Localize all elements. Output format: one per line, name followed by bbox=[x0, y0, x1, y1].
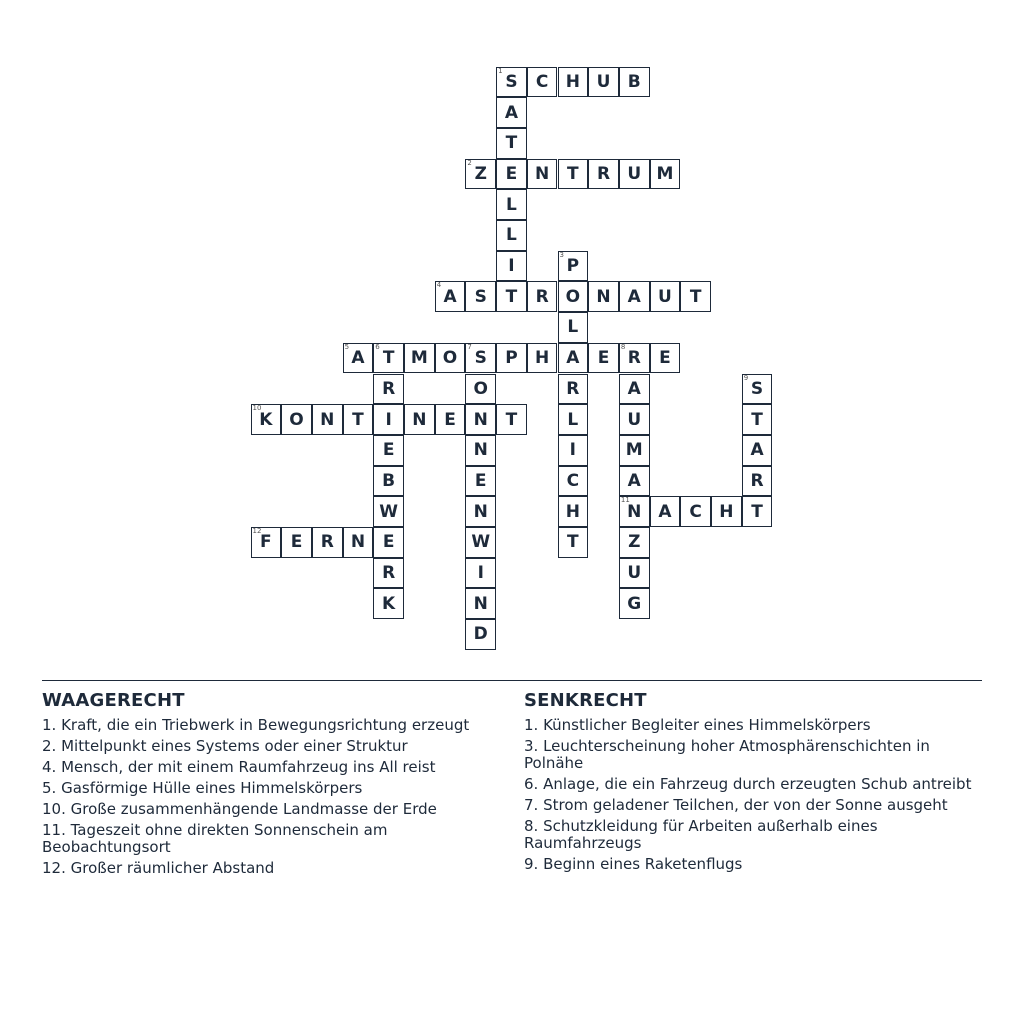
grid-cell[interactable] bbox=[588, 67, 619, 98]
cell-letter: T bbox=[751, 501, 763, 522]
cell-letter: B bbox=[627, 71, 641, 92]
grid-cell[interactable] bbox=[650, 159, 681, 190]
grid-cell[interactable] bbox=[742, 435, 773, 466]
cell-letter: K bbox=[382, 593, 396, 614]
cell-letter: H bbox=[565, 71, 580, 92]
grid-cell[interactable] bbox=[527, 159, 558, 190]
cell-letter: T bbox=[505, 286, 518, 307]
grid-cell[interactable] bbox=[588, 159, 619, 190]
grid-cell[interactable] bbox=[465, 159, 496, 190]
cell-letter: E bbox=[382, 532, 395, 553]
grid-cell[interactable] bbox=[465, 558, 496, 589]
cell-letter: I bbox=[477, 563, 484, 584]
clues-across-title: WAAGERECHT bbox=[42, 690, 185, 711]
grid-cell[interactable] bbox=[588, 281, 619, 312]
cell-letter: N bbox=[596, 286, 611, 307]
cell-letter: I bbox=[508, 256, 515, 277]
cell-letter: S bbox=[750, 378, 764, 399]
grid-cell[interactable] bbox=[496, 343, 527, 374]
grid-cell[interactable] bbox=[619, 281, 650, 312]
clue-number: 12 bbox=[252, 527, 262, 535]
grid-cell[interactable] bbox=[373, 466, 404, 497]
cell-letter: R bbox=[596, 163, 611, 184]
cell-letter: E bbox=[444, 409, 456, 430]
clue-number: 4 bbox=[436, 281, 442, 290]
cell-letter: L bbox=[506, 194, 517, 215]
grid-cell[interactable] bbox=[251, 404, 282, 435]
grid-cell[interactable] bbox=[496, 189, 527, 220]
cell-letter: C bbox=[689, 501, 702, 522]
grid-cell[interactable] bbox=[619, 67, 650, 98]
cell-letter: B bbox=[382, 470, 396, 491]
grid-cell[interactable] bbox=[435, 343, 466, 374]
grid-cell[interactable] bbox=[742, 374, 773, 405]
cell-letter: R bbox=[627, 348, 641, 369]
grid-cell[interactable] bbox=[312, 404, 343, 435]
cell-letter: C bbox=[535, 71, 549, 92]
grid-cell[interactable] bbox=[496, 128, 527, 159]
cell-letter: L bbox=[506, 225, 517, 246]
cell-letter: U bbox=[596, 71, 611, 92]
cell-letter: P bbox=[566, 256, 580, 277]
grid-cell[interactable] bbox=[373, 435, 404, 466]
cell-letter: D bbox=[473, 624, 488, 645]
cell-letter: R bbox=[382, 378, 396, 399]
grid-cell[interactable] bbox=[496, 67, 527, 98]
grid-cell[interactable] bbox=[373, 496, 404, 527]
cell-letter: N bbox=[473, 440, 488, 461]
grid-cell[interactable] bbox=[373, 558, 404, 589]
grid-cell[interactable] bbox=[373, 404, 404, 435]
grid-cell[interactable] bbox=[619, 404, 650, 435]
grid-cell[interactable] bbox=[496, 281, 527, 312]
cell-letter: O bbox=[442, 348, 458, 369]
cell-letter: S bbox=[505, 71, 518, 92]
cell-letter: N bbox=[320, 409, 335, 430]
clue-number: 6 bbox=[375, 342, 380, 351]
clue-across-item: 1. Kraft, die ein Triebwerk in Bewegungsrichtung erzeugt bbox=[42, 716, 470, 734]
grid-cell[interactable] bbox=[373, 527, 404, 558]
grid-cell[interactable] bbox=[465, 435, 496, 466]
divider bbox=[42, 680, 982, 681]
clue-down-item: 9. Beginn eines Raketenflugs bbox=[524, 855, 743, 873]
cell-letter: R bbox=[535, 286, 549, 307]
cell-letter: E bbox=[597, 348, 610, 369]
cell-letter: T bbox=[689, 286, 702, 307]
grid-cell[interactable] bbox=[558, 527, 589, 558]
cell-letter: A bbox=[351, 348, 365, 369]
grid-cell[interactable] bbox=[281, 404, 312, 435]
grid-cell[interactable] bbox=[465, 466, 496, 497]
clue-number: 1 bbox=[498, 66, 503, 75]
clue-across-item: 11. Tageszeit ohne direkten Sonnenschein am Beobachtungsort bbox=[42, 821, 388, 856]
grid-cell[interactable] bbox=[373, 343, 404, 374]
grid-cell[interactable] bbox=[435, 281, 466, 312]
grid-cell[interactable] bbox=[558, 312, 589, 343]
grid-cell[interactable] bbox=[619, 466, 650, 497]
cell-letter: M bbox=[410, 348, 428, 369]
grid-cell[interactable] bbox=[343, 527, 374, 558]
grid-cell[interactable] bbox=[742, 496, 773, 527]
cell-letter: N bbox=[473, 409, 488, 430]
grid-cell[interactable] bbox=[558, 466, 589, 497]
clue-down-item: 6. Anlage, die ein Fahrzeug durch erzeugten Schub antreibt bbox=[524, 775, 972, 793]
clue-number: 2 bbox=[467, 158, 472, 167]
grid-cell[interactable] bbox=[558, 374, 589, 405]
grid-cell[interactable] bbox=[496, 159, 527, 190]
cell-letter: T bbox=[567, 532, 579, 553]
cell-letter: L bbox=[567, 317, 579, 338]
grid-cell[interactable] bbox=[373, 374, 404, 405]
clue-number: 7 bbox=[467, 342, 472, 351]
cell-letter: W bbox=[471, 532, 491, 553]
cell-letter: N bbox=[473, 593, 488, 614]
grid-cell[interactable] bbox=[404, 343, 435, 374]
cell-letter: A bbox=[627, 378, 641, 399]
grid-cell[interactable] bbox=[527, 67, 558, 98]
cell-letter: L bbox=[567, 409, 579, 430]
cell-letter: Z bbox=[474, 163, 487, 184]
grid-cell[interactable] bbox=[496, 404, 527, 435]
grid-cell[interactable] bbox=[465, 404, 496, 435]
cell-letter: U bbox=[627, 409, 642, 430]
cell-letter: O bbox=[289, 409, 304, 430]
clue-across-item: 2. Mittelpunkt eines Systems oder einer Struktur bbox=[42, 737, 408, 755]
cell-letter: U bbox=[627, 563, 642, 584]
clue-number: 3 bbox=[559, 250, 564, 259]
cell-letter: E bbox=[659, 348, 671, 369]
cell-letter: A bbox=[750, 440, 764, 461]
grid-cell[interactable] bbox=[619, 588, 650, 619]
grid-cell[interactable] bbox=[558, 496, 589, 527]
cell-letter: I bbox=[569, 440, 576, 461]
cell-letter: O bbox=[473, 378, 488, 399]
cell-letter: S bbox=[474, 348, 487, 369]
grid-cell[interactable] bbox=[558, 67, 589, 98]
cell-letter: E bbox=[290, 532, 303, 553]
grid-cell[interactable] bbox=[465, 343, 496, 374]
clues-down bbox=[524, 690, 984, 877]
cell-letter: F bbox=[260, 532, 272, 553]
clue-number: 10 bbox=[252, 404, 262, 413]
grid-cell[interactable] bbox=[465, 527, 496, 558]
cell-letter: T bbox=[505, 409, 518, 430]
grid-cell[interactable] bbox=[619, 435, 650, 466]
cell-letter: A bbox=[504, 102, 519, 123]
cell-letter: H bbox=[565, 501, 580, 522]
clues-down-title: SENKRECHT bbox=[524, 690, 647, 711]
cell-letter: A bbox=[627, 286, 641, 307]
grid-cell[interactable] bbox=[465, 588, 496, 619]
cell-letter: R bbox=[566, 378, 580, 399]
cell-letter: T bbox=[567, 163, 579, 184]
cell-letter: R bbox=[382, 563, 396, 584]
grid-cell[interactable] bbox=[496, 97, 527, 128]
grid-cell[interactable] bbox=[343, 343, 374, 374]
grid-cell[interactable] bbox=[496, 251, 527, 282]
grid-cell[interactable] bbox=[588, 343, 619, 374]
cell-letter: W bbox=[379, 501, 399, 522]
cell-letter: G bbox=[627, 593, 642, 614]
clue-number: 5 bbox=[344, 342, 350, 351]
cell-letter: T bbox=[352, 409, 364, 430]
cell-letter: E bbox=[505, 163, 518, 184]
grid-cell[interactable] bbox=[680, 496, 711, 527]
clue-down-item: 3. Leuchterscheinung hoher Atmosphärenschichten in Polnähe bbox=[524, 737, 930, 772]
grid-cell[interactable] bbox=[558, 251, 589, 282]
grid-cell[interactable] bbox=[619, 558, 650, 589]
cell-letter: C bbox=[566, 470, 580, 491]
cell-letter: U bbox=[658, 286, 672, 307]
grid-cell[interactable] bbox=[650, 343, 681, 374]
clue-across-item: 4. Mensch, der mit einem Raumfahrzeug ins All reist bbox=[42, 758, 436, 776]
grid-cell[interactable] bbox=[619, 374, 650, 405]
cell-letter: N bbox=[350, 532, 366, 553]
cell-letter: R bbox=[750, 470, 764, 491]
cell-letter: K bbox=[259, 409, 273, 430]
cell-letter: I bbox=[385, 409, 392, 430]
cell-letter: M bbox=[656, 163, 674, 184]
grid-cell[interactable] bbox=[312, 527, 343, 558]
clue-across-item: 5. Gasförmige Hülle eines Himmelskörpers bbox=[42, 779, 363, 797]
cell-letter: E bbox=[474, 470, 487, 491]
grid-cell[interactable] bbox=[281, 527, 312, 558]
grid-cell[interactable] bbox=[465, 374, 496, 405]
grid-cell[interactable] bbox=[465, 619, 496, 650]
grid-cell[interactable] bbox=[527, 343, 558, 374]
grid-cell[interactable] bbox=[558, 404, 589, 435]
cell-letter: E bbox=[382, 440, 395, 461]
cell-letter: T bbox=[751, 409, 763, 430]
cell-letter: N bbox=[473, 501, 488, 522]
grid-cell[interactable] bbox=[527, 281, 558, 312]
clue-across-item: 12. Großer räumlicher Abstand bbox=[42, 859, 275, 877]
grid-cell[interactable] bbox=[742, 404, 773, 435]
grid-cell[interactable] bbox=[558, 435, 589, 466]
grid-cell[interactable] bbox=[465, 496, 496, 527]
grid-cell[interactable] bbox=[343, 404, 374, 435]
grid-cell[interactable] bbox=[435, 404, 466, 435]
grid-cell[interactable] bbox=[619, 496, 650, 527]
cell-letter: T bbox=[382, 348, 395, 369]
grid-cell[interactable] bbox=[558, 281, 589, 312]
grid-cell[interactable] bbox=[742, 466, 773, 497]
grid-cell[interactable] bbox=[558, 343, 589, 374]
cell-letter: A bbox=[566, 348, 580, 369]
grid-cell[interactable] bbox=[650, 281, 681, 312]
grid-cell[interactable] bbox=[619, 527, 650, 558]
grid-cell[interactable] bbox=[404, 404, 435, 435]
cell-letter: N bbox=[627, 501, 642, 522]
cell-letter: H bbox=[535, 348, 550, 369]
cell-letter: P bbox=[505, 348, 518, 369]
cell-letter: H bbox=[719, 501, 734, 522]
clue-number: 11 bbox=[620, 496, 630, 505]
cell-letter: O bbox=[565, 286, 581, 307]
grid-cell[interactable] bbox=[558, 159, 589, 190]
grid-cell[interactable] bbox=[496, 220, 527, 251]
grid-cell[interactable] bbox=[373, 588, 404, 619]
grid-cell[interactable] bbox=[465, 281, 496, 312]
grid-cell[interactable] bbox=[711, 496, 742, 527]
clue-down-item: 7. Strom geladener Teilchen, der von der Sonne ausgeht bbox=[524, 796, 948, 814]
cell-letter: M bbox=[625, 440, 643, 461]
cell-letter: U bbox=[627, 163, 642, 184]
clue-number: 9 bbox=[743, 373, 749, 382]
grid-cell[interactable] bbox=[619, 343, 650, 374]
cell-letter: T bbox=[505, 133, 518, 154]
cell-letter: A bbox=[443, 286, 457, 307]
clue-down-item: 1. Künstlicher Begleiter eines Himmelskörpers bbox=[524, 716, 871, 734]
cell-letter: Z bbox=[628, 532, 641, 553]
grid-cell[interactable] bbox=[680, 281, 711, 312]
clue-down-item: 8. Schutzkleidung für Arbeiten außerhalb eines Raumfahrzeugs bbox=[524, 817, 878, 852]
cell-letter: R bbox=[320, 532, 334, 553]
clue-number: 8 bbox=[620, 342, 626, 351]
clues-across bbox=[42, 690, 482, 881]
grid-cell[interactable] bbox=[619, 159, 650, 190]
grid-cell[interactable] bbox=[650, 496, 681, 527]
cell-letter: S bbox=[474, 286, 487, 307]
cell-letter: N bbox=[412, 409, 427, 430]
cell-letter: A bbox=[627, 470, 641, 491]
grid-cell[interactable] bbox=[251, 527, 282, 558]
clue-across-item: 10. Große zusammenhängende Landmasse der Erde bbox=[42, 800, 437, 818]
cell-letter: A bbox=[658, 501, 672, 522]
cell-letter: N bbox=[535, 163, 550, 184]
